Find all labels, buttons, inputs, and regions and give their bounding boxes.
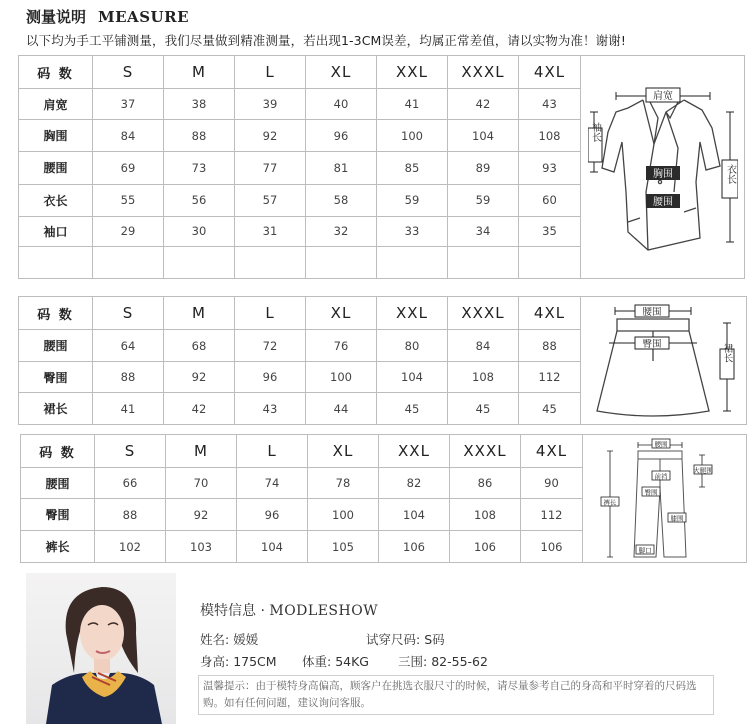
cell: 40 <box>306 89 377 120</box>
cell: 88 <box>93 362 164 393</box>
jacket-diagram <box>588 72 738 262</box>
cell: 38 <box>164 89 235 120</box>
cell: 37 <box>93 89 164 120</box>
cell: 42 <box>448 89 519 120</box>
cell: 86 <box>450 468 521 499</box>
empty-cell <box>19 246 93 278</box>
cell: 82 <box>379 468 450 499</box>
model-trial: S码 <box>424 632 445 647</box>
model-name-label: 姓名: <box>200 632 230 647</box>
row-label: 胸围 <box>19 120 93 152</box>
model-height-label: 身高: <box>200 654 230 669</box>
pants-diagram-cell <box>583 435 747 563</box>
size-header: 4XL <box>519 297 581 330</box>
cell: 96 <box>237 499 308 531</box>
size-header: XXXL <box>450 435 521 468</box>
cell: 45 <box>377 393 448 425</box>
cell: 93 <box>519 152 581 184</box>
model-height: 175CM <box>233 654 277 669</box>
cell: 106 <box>521 531 583 563</box>
cell: 58 <box>306 184 377 216</box>
model-photo <box>26 573 176 724</box>
cell: 92 <box>166 499 237 531</box>
size-header: M <box>164 297 235 330</box>
model-weight-label: 体重: <box>302 654 332 669</box>
cell: 69 <box>93 152 164 184</box>
empty-cell <box>448 246 519 278</box>
cell: 88 <box>519 330 581 362</box>
size-header: 4XL <box>521 435 583 468</box>
cell: 112 <box>521 499 583 531</box>
cell: 106 <box>450 531 521 563</box>
cell: 100 <box>377 120 448 152</box>
cell: 55 <box>93 184 164 216</box>
size-header: S <box>93 56 164 89</box>
size-header: XXL <box>379 435 450 468</box>
diagram-label-sleeve: 袖长 <box>589 122 600 142</box>
model-weight-line <box>302 652 369 670</box>
cell: 32 <box>306 216 377 246</box>
cell: 102 <box>95 531 166 563</box>
cell: 112 <box>519 362 581 393</box>
cell: 88 <box>164 120 235 152</box>
cell: 96 <box>306 120 377 152</box>
empty-cell <box>93 246 164 278</box>
model-trial-label: 试穿尺码: <box>366 632 421 647</box>
cell: 108 <box>450 499 521 531</box>
cell: 90 <box>521 468 583 499</box>
cell: 92 <box>164 362 235 393</box>
cell: 84 <box>448 330 519 362</box>
diagram-label-chest: 胸围 <box>652 169 673 180</box>
row-label: 衣长 <box>19 184 93 216</box>
size-header: 4XL <box>519 56 581 89</box>
size-header: L <box>235 297 306 330</box>
size-header: XXXL <box>448 297 519 330</box>
empty-cell <box>306 246 377 278</box>
size-header: M <box>166 435 237 468</box>
model-name: 媛媛 <box>233 632 259 647</box>
empty-cell <box>235 246 306 278</box>
model-name-line <box>200 630 258 648</box>
jacket-diagram-cell <box>581 56 745 279</box>
diagram-label-hem: 脚口 <box>638 546 651 554</box>
diagram-label-length: 裤长 <box>603 498 616 506</box>
pants-size-table <box>20 434 747 563</box>
cell: 72 <box>235 330 306 362</box>
size-header: XXL <box>377 56 448 89</box>
cell: 59 <box>377 184 448 216</box>
cell: 103 <box>166 531 237 563</box>
size-header: S <box>93 297 164 330</box>
diagram-label-shoulder: 肩宽 <box>652 91 673 102</box>
cell: 44 <box>306 393 377 425</box>
row-label: 臀围 <box>19 362 93 393</box>
cell: 89 <box>448 152 519 184</box>
cell: 35 <box>519 216 581 246</box>
cell: 57 <box>235 184 306 216</box>
pants-diagram <box>590 437 740 561</box>
cell: 66 <box>95 468 166 499</box>
diagram-label-knee: 膝围 <box>670 514 683 522</box>
cell: 78 <box>308 468 379 499</box>
code-label: 码 数 <box>19 56 93 89</box>
skirt-diagram-cell <box>581 297 747 425</box>
cell: 100 <box>306 362 377 393</box>
cell: 31 <box>235 216 306 246</box>
cell: 43 <box>235 393 306 425</box>
cell: 85 <box>377 152 448 184</box>
code-label: 码 数 <box>21 435 95 468</box>
notice-box: 温馨提示：由于模特身高偏高，顾客户在挑选衣服尺寸的时候，请尽量参考自己的身高和平时穿着的尺码选购。如有任何问题，建议询问客服。 <box>198 675 714 715</box>
cell: 30 <box>164 216 235 246</box>
row-label: 腰围 <box>19 330 93 362</box>
cell: 100 <box>308 499 379 531</box>
size-header: XXXL <box>448 56 519 89</box>
empty-cell <box>377 246 448 278</box>
model-title-en: MODLESHOW <box>269 603 379 619</box>
cell: 80 <box>377 330 448 362</box>
size-header: XL <box>306 297 377 330</box>
cell: 104 <box>377 362 448 393</box>
size-header: XL <box>308 435 379 468</box>
size-header: XXL <box>377 297 448 330</box>
cell: 96 <box>235 362 306 393</box>
cell: 59 <box>448 184 519 216</box>
diagram-label-hip: 臀围 <box>641 338 662 350</box>
cell: 74 <box>237 468 308 499</box>
model-trial-line <box>366 630 445 648</box>
size-header: L <box>237 435 308 468</box>
title-cn: 测量说明 <box>26 8 87 26</box>
cell: 70 <box>166 468 237 499</box>
cell: 42 <box>164 393 235 425</box>
cell: 33 <box>377 216 448 246</box>
cell: 45 <box>519 393 581 425</box>
cell: 77 <box>235 152 306 184</box>
cell: 88 <box>95 499 166 531</box>
model-illustration <box>26 573 176 724</box>
cell: 64 <box>93 330 164 362</box>
row-label: 腰围 <box>21 468 95 499</box>
model-height-line <box>200 652 277 670</box>
cell: 105 <box>308 531 379 563</box>
cell: 108 <box>448 362 519 393</box>
diagram-label-rise: 前裆 <box>654 472 667 480</box>
cell: 39 <box>235 89 306 120</box>
cell: 29 <box>93 216 164 246</box>
size-header: M <box>164 56 235 89</box>
diagram-label-waist: 腰围 <box>652 197 673 208</box>
row-label: 裙长 <box>19 393 93 425</box>
model-bwh: 82-55-62 <box>431 654 488 669</box>
cell: 92 <box>235 120 306 152</box>
empty-cell <box>164 246 235 278</box>
cell: 84 <box>93 120 164 152</box>
cell: 60 <box>519 184 581 216</box>
cell: 108 <box>519 120 581 152</box>
model-title-cn: 模特信息 <box>200 603 256 619</box>
cell: 104 <box>237 531 308 563</box>
page-title <box>26 6 189 27</box>
model-info-title: 模特信息 · MODLESHOW <box>200 603 379 619</box>
diagram-label-length: 衣长 <box>724 164 735 184</box>
size-header: S <box>95 435 166 468</box>
diagram-label-thigh: 大腿围 <box>692 466 713 474</box>
size-header: XL <box>306 56 377 89</box>
row-label: 肩宽 <box>19 89 93 120</box>
title-en: MEASURE <box>98 8 190 26</box>
cell: 43 <box>519 89 581 120</box>
diagram-label-hip: 臀围 <box>644 488 657 496</box>
cell: 41 <box>93 393 164 425</box>
top-size-table <box>18 55 745 279</box>
row-label: 臀围 <box>21 499 95 531</box>
cell: 34 <box>448 216 519 246</box>
cell: 56 <box>164 184 235 216</box>
subtitle: 以下均为手工平铺测量，我们尽量做到精准测量，若出现1-3CM误差，均属正常差值，请以实物为准！谢谢! <box>26 33 626 48</box>
row-label: 腰围 <box>19 152 93 184</box>
cell: 73 <box>164 152 235 184</box>
skirt-diagram <box>589 301 739 421</box>
cell: 45 <box>448 393 519 425</box>
row-label: 裤长 <box>21 531 95 563</box>
model-bwh-line <box>398 652 488 670</box>
cell: 106 <box>379 531 450 563</box>
cell: 81 <box>306 152 377 184</box>
cell: 41 <box>377 89 448 120</box>
diagram-label-length: 裙长 <box>721 343 732 362</box>
cell: 104 <box>448 120 519 152</box>
cell: 68 <box>164 330 235 362</box>
cell: 76 <box>306 330 377 362</box>
skirt-size-table <box>18 296 747 425</box>
diagram-label-waist: 腰围 <box>641 306 662 318</box>
diagram-label-waist: 腰围 <box>654 440 667 448</box>
size-header: L <box>235 56 306 89</box>
cell: 104 <box>379 499 450 531</box>
empty-cell <box>519 246 581 278</box>
code-label: 码 数 <box>19 297 93 330</box>
model-bwh-label: 三围: <box>398 654 428 669</box>
row-label: 袖口 <box>19 216 93 246</box>
model-weight: 54KG <box>335 654 369 669</box>
